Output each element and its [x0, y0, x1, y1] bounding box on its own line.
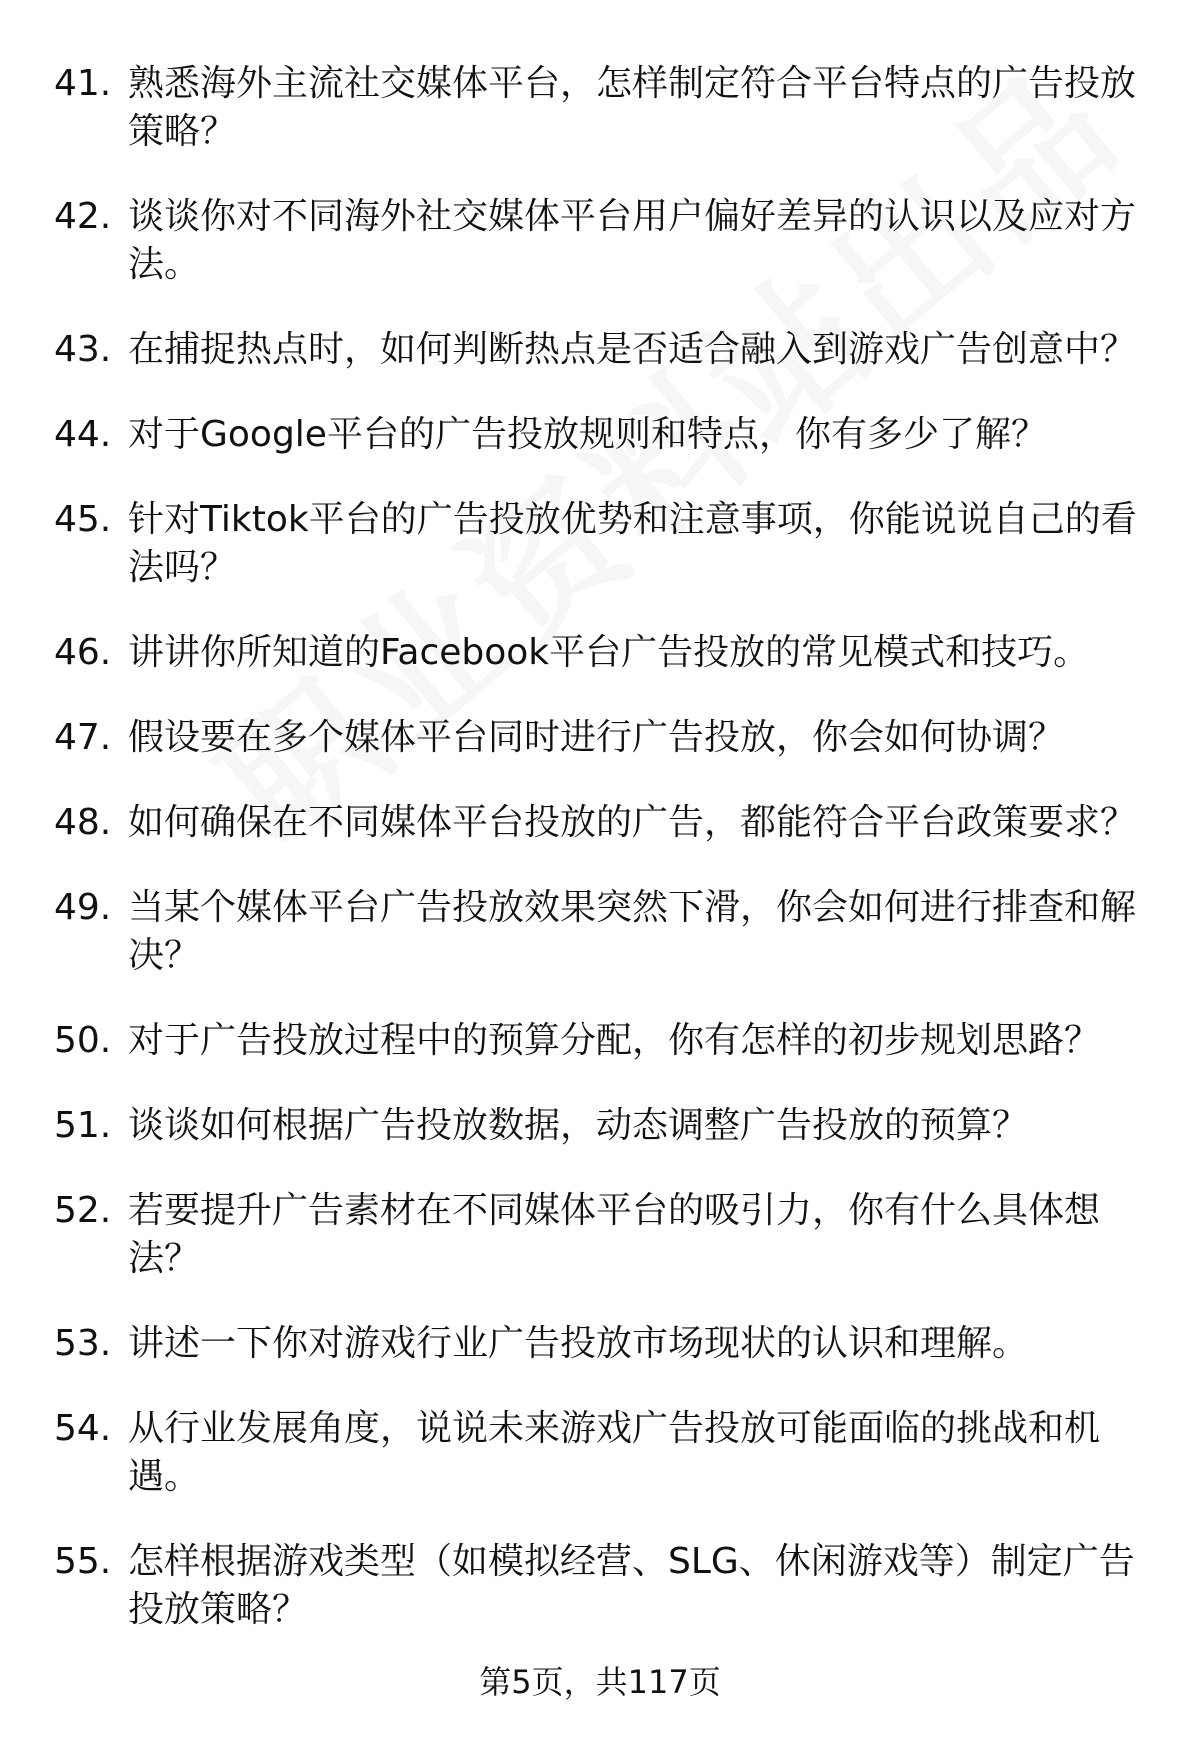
- question-text: 讲述一下你对游戏行业广告投放市场现状的认识和理解。: [128, 1323, 1029, 1364]
- question-item: [0, 799, 1200, 847]
- question-number: 46.: [54, 632, 112, 673]
- question-item: [0, 884, 1200, 980]
- question-number: 43.: [54, 329, 112, 370]
- question-item: [0, 1102, 1200, 1150]
- question-text: 谈谈如何根据广告投放数据，动态调整广告投放的预算？: [128, 1105, 1029, 1146]
- question-number: 44.: [54, 414, 112, 455]
- question-text: 对于Google平台的广告投放规则和特点，你有多少了解？: [128, 414, 1047, 455]
- question-item: [0, 714, 1200, 762]
- question-item: [0, 193, 1200, 289]
- page-number-label: 第5页，共117页: [479, 1663, 721, 1701]
- question-item: [0, 1538, 1200, 1634]
- question-text: 假设要在多个媒体平台同时进行广告投放，你会如何协调？: [128, 717, 1065, 758]
- question-text: 谈谈你对不同海外社交媒体平台用户偏好差异的认识以及应对方法。: [128, 196, 1137, 285]
- question-item: [0, 1187, 1200, 1283]
- question-number: 53.: [54, 1323, 112, 1364]
- question-item: [0, 411, 1200, 459]
- question-item: [0, 1405, 1200, 1501]
- question-text: 当某个媒体平台广告投放效果突然下滑，你会如何进行排查和解决？: [128, 887, 1137, 976]
- question-text: 对于广告投放过程中的预算分配，你有怎样的初步规划思路？: [128, 1020, 1101, 1061]
- question-item: [0, 1017, 1200, 1065]
- question-text: 如何确保在不同媒体平台投放的广告，都能符合平台政策要求？: [128, 802, 1137, 843]
- question-text: 若要提升广告素材在不同媒体平台的吸引力，你有什么具体想法？: [128, 1190, 1101, 1279]
- question-list: [0, 60, 1200, 1671]
- question-text: 在捕捉热点时，如何判断热点是否适合融入到游戏广告创意中？: [128, 329, 1137, 370]
- question-number: 54.: [54, 1408, 112, 1449]
- question-item: [0, 326, 1200, 374]
- question-number: 52.: [54, 1190, 112, 1231]
- question-number: 48.: [54, 802, 112, 843]
- question-number: 50.: [54, 1020, 112, 1061]
- question-text: 从行业发展角度，说说未来游戏广告投放可能面临的挑战和机遇。: [128, 1408, 1101, 1497]
- question-number: 55.: [54, 1541, 112, 1582]
- question-number: 42.: [54, 196, 112, 237]
- question-number: 49.: [54, 887, 112, 928]
- question-number: 45.: [54, 499, 112, 540]
- question-item: [0, 1320, 1200, 1368]
- question-text: 针对Tiktok平台的广告投放优势和注意事项，你能说说自己的看法吗？: [128, 499, 1137, 588]
- question-item: [0, 629, 1200, 677]
- question-number: 51.: [54, 1105, 112, 1146]
- question-number: 47.: [54, 717, 112, 758]
- question-item: [0, 60, 1200, 156]
- question-number: 41.: [54, 63, 112, 104]
- question-text: 熟悉海外主流社交媒体平台，怎样制定符合平台特点的广告投放策略？: [128, 63, 1137, 152]
- question-text: 怎样根据游戏类型（如模拟经营、SLG、休闲游戏等）制定广告投放策略？: [128, 1541, 1135, 1630]
- question-item: [0, 496, 1200, 592]
- question-text: 讲讲你所知道的Facebook平台广告投放的常见模式和技巧。: [128, 632, 1090, 673]
- page-footer: [0, 1660, 1200, 1704]
